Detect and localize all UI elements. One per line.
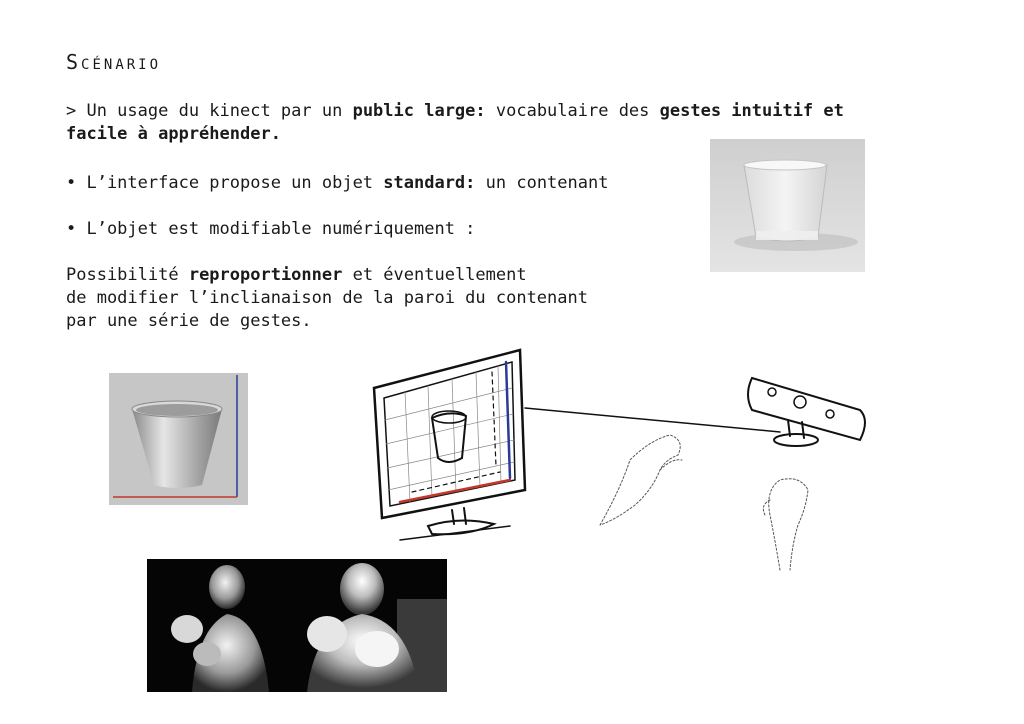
glass-photo [710,139,865,272]
bullet-interface-text-c: un contenant [475,173,609,193]
bullet-objet: • L’objet est modifiable numériquement : [66,219,476,239]
bullet-interface-bold: standard: [383,173,476,193]
possibility-text-c: et éventuellement [342,265,527,285]
possibility-text-a: Possibilité [66,265,189,285]
possibility-line2: de modifier l’inclianaison de la paroi du contenant [66,288,588,308]
cup-3d-render [109,373,248,505]
intro-text-a: > Un usage du kinect par un [66,101,353,121]
intro-bold-facile: facile à appréhender. [66,124,281,144]
possibility-bold: reproportionner [188,265,343,285]
page-title: Scénario [66,50,162,74]
bullet-interface-text-a: • L’interface propose un objet [66,173,384,193]
possibility-line3: par une série de gestes. [66,311,312,331]
kinect-sketch [360,340,880,580]
intro-bold-public: public large: [352,101,486,121]
depth-camera-image [147,559,447,692]
intro-text-c: vocabulaire des [485,101,660,121]
possibility-paragraph [66,264,588,333]
bullet-interface [66,172,608,195]
intro-bold-gestes: gestes intuitif et [659,101,844,121]
